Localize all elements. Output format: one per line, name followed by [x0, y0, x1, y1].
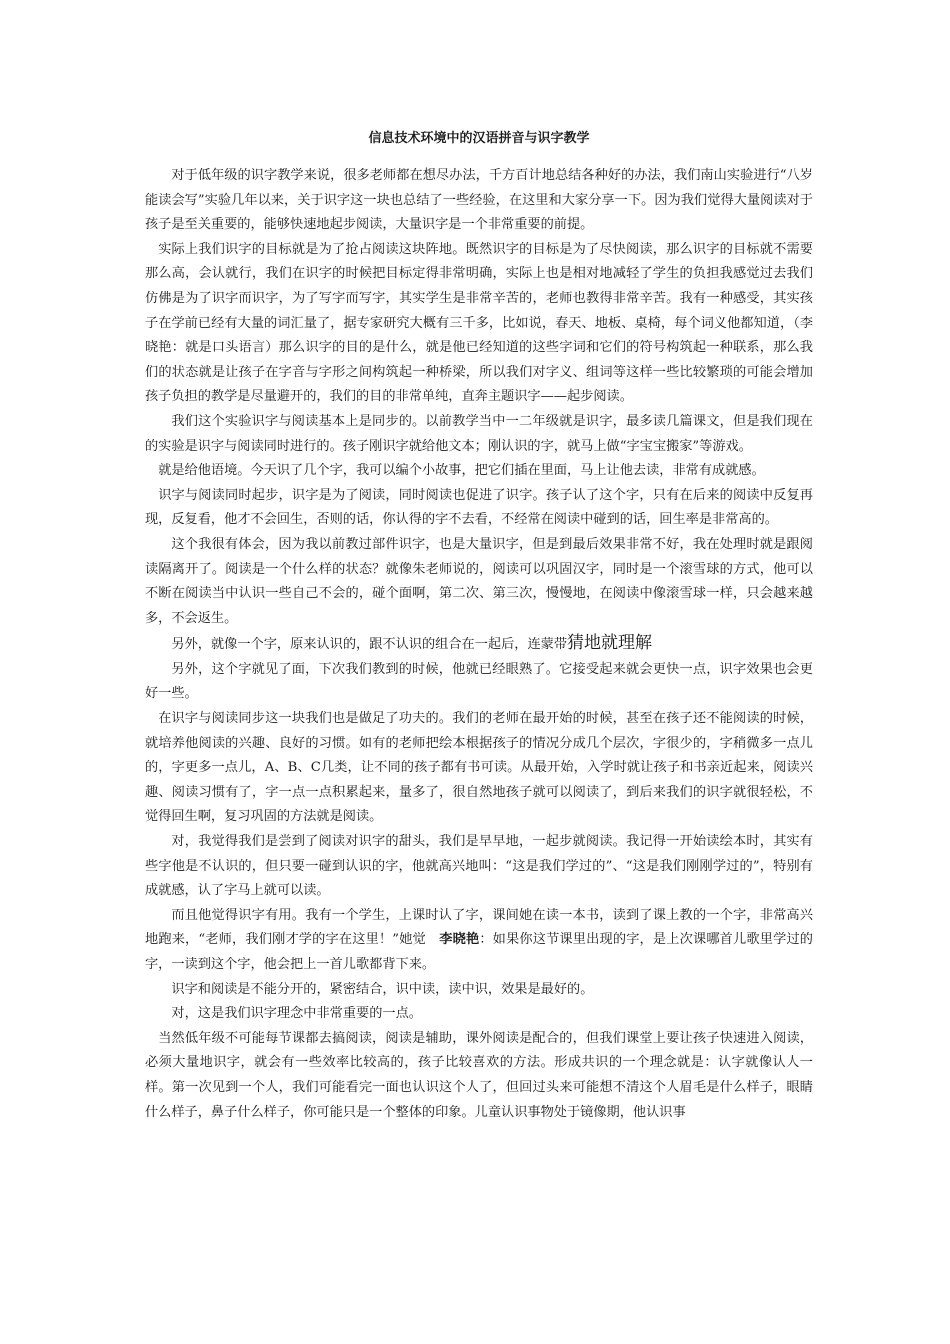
- paragraph-2: 实际上我们识字的目标就是为了抢占阅读这块阵地。既然识字的目标是为了尽快阅读，那么识字的目标就不需要那么高，会认就行，我们在识字的时候把目标定得非常明确，实际上也是相对地减轻了学生的负担我感觉过去我们仿佛是为了识字而识字，为了写字而写字，其实学生是非常辛苦的，老师也教得非常辛苦。我有一种感受，其实孩子在学前已经有大量的词汇量了，据专家研究大概有三千多，比如说，春天、地板、桌椅，每个词义他都知道，（李晓艳：就是口头语言）那么识字的目的是什么，就是他已经知道的这些字词和它们的符号构筑起一种联系，那么我们的状态就是让孩子在字音与字形之间构筑起一种桥梁，所以我们对字义、组词等这样一些比较繁琐的可能会增加孩子负担的教学是尽量避开的，我们的目的非常单纯，直奔主题识字——起步阅读。: [145, 241, 813, 405]
- paragraph-14: 当然低年级不可能每节课都去搞阅读，阅读是辅助，课外阅读是配合的，但我们课堂上要让孩子快速进入阅读，必须大量地识字，就会有一些效率比较高的，孩子比较喜欢的方法。形成共识的一个理念就是：认字就像认人一样。第一次见到一个人，我们可能看完一面也认识这个人了，但回过头来可能想不清这个人眉毛是什么样子，眼睛什么样子，鼻子什么样子，你可能只是一个整体的印象。儿童认识事物处于镜像期，他认识事: [145, 1030, 813, 1120]
- paragraph-11-text-b: ：如果你这节课里出现的字，是上次课哪首儿歌里学过的字，一读到这个字，他会把上一首儿歌都背下来。: [145, 932, 813, 972]
- paragraph-13: 对，这是我们识字理念中非常重要的一点。: [171, 1006, 422, 1022]
- paragraph-7-text: 另外，就像一个字，原来认识的，跟不认识的组合在一起后，连蒙带: [171, 637, 568, 653]
- paragraph-7: [145, 631, 813, 658]
- paragraph-5: 识字与阅读同时起步，识字是为了阅读，同时阅读也促进了识字。孩子认了这个字，只有在后来的阅读中反复再现，反复看，他才不会回生，否则的话，你认得的字不去看，不经常在阅读中碰到的话，回生率是非常高的。: [145, 487, 813, 528]
- paragraph-6: 这个我很有体会，因为我以前教过部件识字，也是大量识字，但是到最后效果非常不好，我在处理时就是跟阅读隔离开了。阅读是一个什么样的状态？就像朱老师说的，阅读可以巩固汉字，同时是一个滚雪球的方式，他可以不断在阅读当中认识一些自己不会的，碰个面啊，第二次、第三次，慢慢地，在阅读中像滚雪球一样，只会越来越多，不会返生。: [145, 536, 813, 626]
- paragraph-10: 对，我觉得我们是尝到了阅读对识字的甜头，我们是早早地，一起步就阅读。我记得一开始读绘本时，其实有些字他是不认识的，但只要一碰到认识的字，他就高兴地叫：“这是我们学过的”、“这是我们刚刚学过的”，特别有成就感，认了字马上就可以读。: [145, 834, 813, 899]
- document-page: [145, 128, 813, 1125]
- paragraph-9: 在识字与阅读同步这一块我们也是做足了功夫的。我们的老师在最开始的时候，甚至在孩子还不能阅读的时候，就培养他阅读的兴趣、良好的习惯。如有的老师把绘本根据孩子的情况分成几个层次，字很少的，字稍微多一点儿的，字更多一点儿，A、B、C几类，让不同的孩子都有书可读。从最开始，入学时就让孩子和书亲近起来，阅读兴趣、阅读习惯有了，字一点一点积累起来，量多了，很自然地孩子就可以阅读了，到后来我们的识字就很轻松，不觉得回生啊，复习巩固的方法就是阅读。: [145, 711, 813, 825]
- paragraph-1: 对于低年级的识字教学来说，很多老师都在想尽办法，千方百计地总结各种好的办法，我们南山实验进行“八岁能读会写”实验几年以来，关于识字这一块也总结了一些经验，在这里和大家分享一下。因为我们觉得大量阅读对于孩子是至关重要的，能够快速地起步阅读，大量识字是一个非常重要的前提。: [145, 168, 813, 233]
- paragraph-7-large-text: 猜地就理解: [567, 633, 653, 654]
- paragraph-8: 另外，这个字就见了面，下次我们教到的时候，他就已经眼熟了。它接受起来就会更快一点，识字效果也会更好一些。: [145, 661, 813, 702]
- speaker-name: 李晓艳: [439, 932, 480, 948]
- paragraph-4: 就是给他语境。今天识了几个字，我可以编个小故事，把它们插在里面，马上让他去读，非常有成就感。: [158, 463, 765, 479]
- paragraph-11: [145, 904, 813, 978]
- paragraph-3: 我们这个实验识字与阅读基本上是同步的。以前教学当中一二年级就是识字，最多读几篇课文，但是我们现在的实验是识字与阅读同时进行的。孩子刚识字就给他文本；刚认识的字，就马上做“字宝宝搬家”等游戏。: [145, 413, 813, 454]
- paragraph-12: 识字和阅读是不能分开的，紧密结合，识中读，读中识，效果是最好的。: [171, 981, 594, 997]
- paragraph-11-text-a: 而且他觉得识字有用。我有一个学生，上课时认了字，课间她在读一本书，读到了课上教的一个字，非常高兴地跑来，“老师，我们刚才学的字在这里！”她觉: [145, 907, 813, 948]
- document-title: 信息技术环境中的汉语拼音与识字教学: [368, 131, 590, 146]
